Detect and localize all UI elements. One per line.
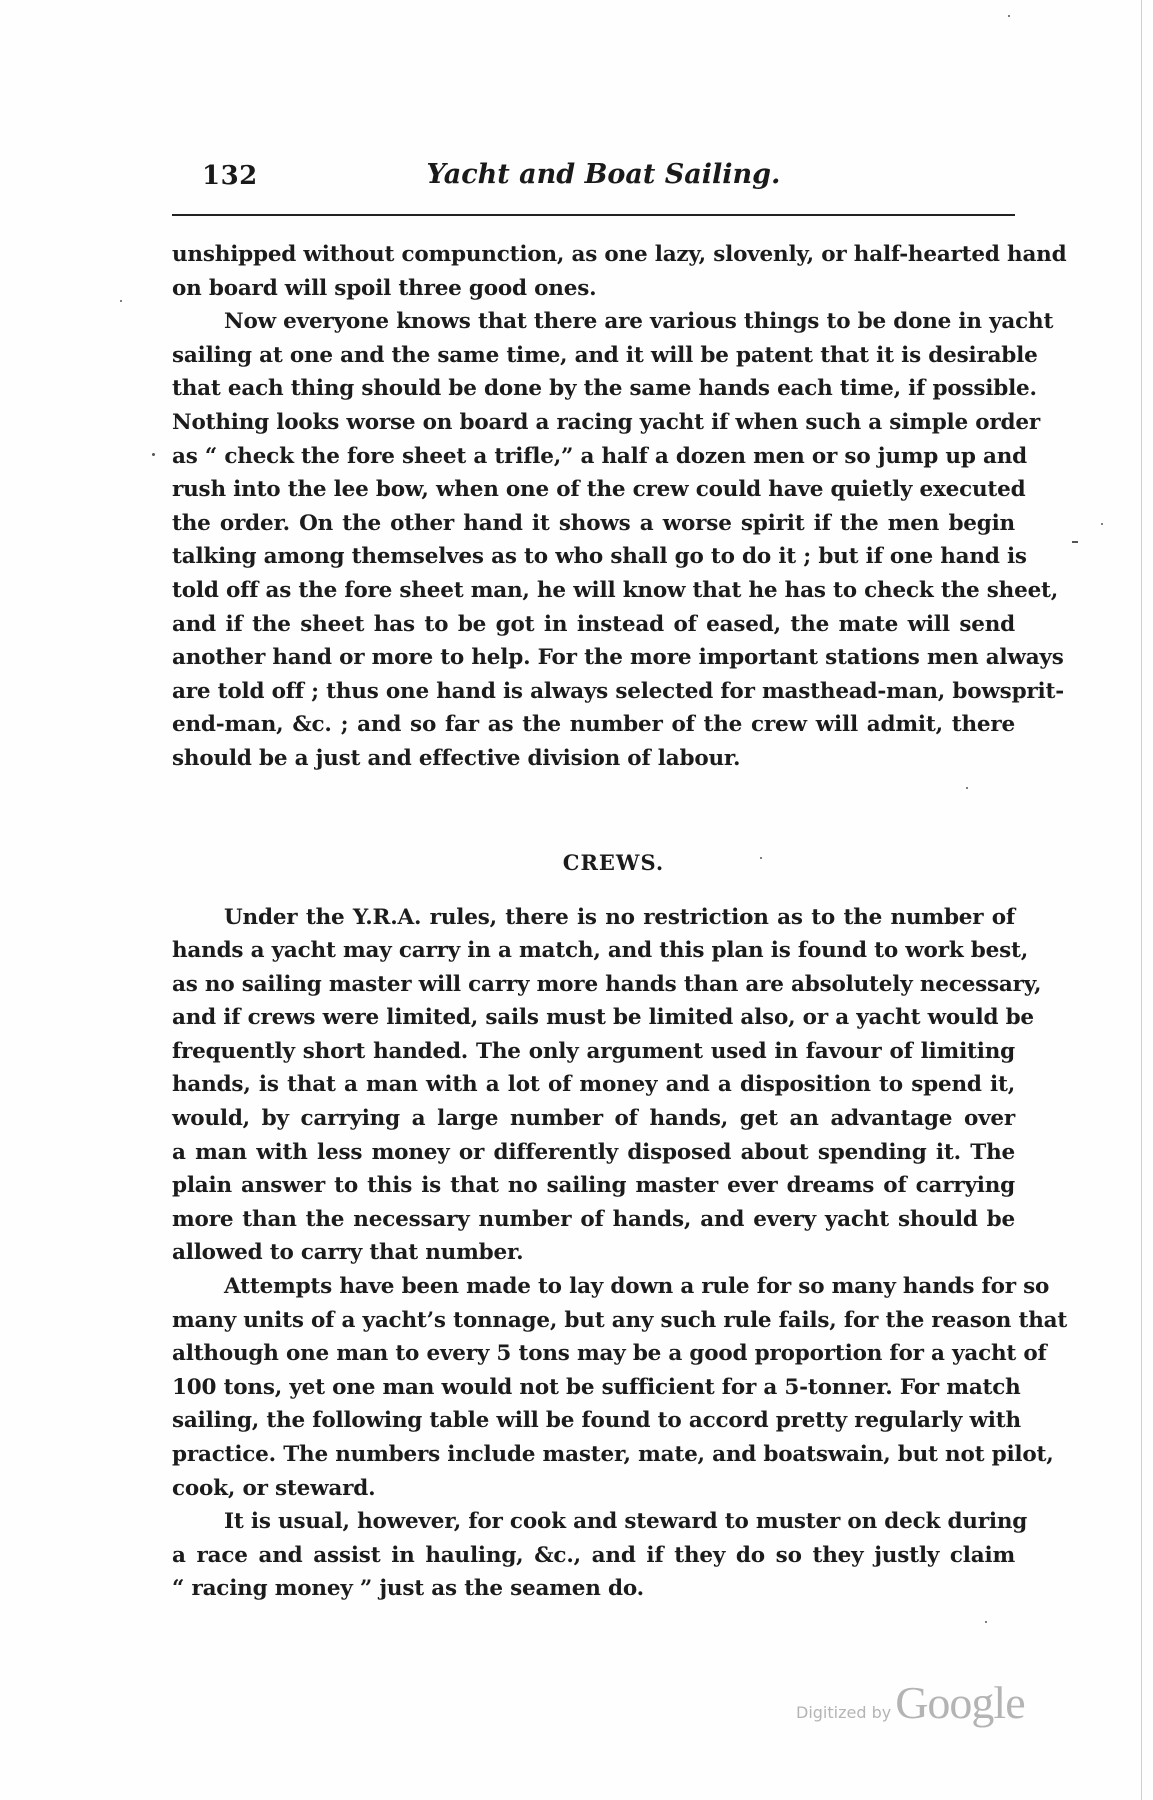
text-line: It is usual, however, for cook and steward to muster on deck during bbox=[224, 1509, 1028, 1535]
text-line: hands, is that a man with a lot of money and a disposition to spend it, bbox=[172, 1072, 1015, 1098]
paragraph bbox=[172, 1505, 1028, 1606]
text-line: as “ check the fore sheet a trifle,” a half a dozen men or so jump up and bbox=[172, 443, 1027, 469]
text-line: and if crews were limited, sails must be limited also, or a yacht would be bbox=[172, 1005, 1034, 1031]
google-digitized-watermark bbox=[796, 1676, 1025, 1736]
watermark-prefix: Digitized by bbox=[796, 1703, 892, 1722]
text-line: told off as the fore sheet man, he will know that he has to check the sheet, bbox=[172, 577, 1059, 603]
running-head bbox=[172, 155, 1015, 199]
page-number: 132 bbox=[202, 161, 258, 191]
text-line: practice. The numbers include master, mate, and boatswain, but not pilot, bbox=[172, 1442, 1054, 1467]
scan-speck bbox=[1008, 15, 1010, 17]
text-line: and if the sheet has to be got in instead of eased, the mate will send bbox=[172, 611, 1015, 637]
text-line: more than the necessary number of hands, and every yacht should be bbox=[172, 1206, 1015, 1232]
text-line: cook, or steward. bbox=[172, 1475, 376, 1501]
text-line: unshipped without compunction, as one lazy, slovenly, or half-hearted hand bbox=[172, 242, 1067, 267]
text-line: the order. On the other hand it shows a worse spirit if the men begin bbox=[172, 510, 1015, 536]
paragraph bbox=[172, 1270, 1068, 1505]
paragraph bbox=[172, 901, 1042, 1271]
text-line: a man with less money or differently disposed about spending it. The bbox=[172, 1139, 1015, 1165]
text-line: talking among themselves as to who shall go to do it ; but if one hand is bbox=[172, 544, 1027, 570]
text-line: a race and assist in hauling, &c., and if they do so they justly claim bbox=[172, 1542, 1015, 1568]
running-title: Yacht and Boat Sailing. bbox=[426, 159, 781, 190]
text-line: hands a yacht may carry in a match, and this plan is found to work best, bbox=[172, 938, 1029, 964]
scan-speck bbox=[985, 1621, 987, 1623]
google-logo-text: Google bbox=[895, 1677, 1025, 1728]
text-line: are told off ; thus one hand is always selected for masthead-man, bowsprit- bbox=[172, 678, 1064, 704]
paragraph bbox=[172, 238, 1067, 305]
header-rule bbox=[172, 214, 1015, 216]
scan-edge-line bbox=[1141, 0, 1142, 1800]
section-heading: CREWS. bbox=[562, 849, 665, 875]
scan-speck bbox=[1101, 523, 1103, 525]
text-line: another hand or more to help. For the more important stations men always bbox=[172, 645, 1064, 671]
text-line: rush into the lee bow, when one of the crew could have quietly executed bbox=[172, 477, 1026, 503]
scan-speck bbox=[120, 300, 122, 302]
text-line: should be a just and effective division of labour. bbox=[172, 745, 741, 771]
text-line: Attempts have been made to lay down a rule for so many hands for so bbox=[224, 1274, 1050, 1300]
text-line: Under the Y.R.A. rules, there is no restriction as to the number of bbox=[224, 904, 1015, 930]
text-line: allowed to carry that number. bbox=[172, 1240, 524, 1266]
text-line: 100 tons, yet one man would not be sufficient for a 5-tonner. For match bbox=[172, 1374, 1021, 1400]
text-line: plain answer to this is that no sailing master ever dreams of carrying bbox=[172, 1173, 1015, 1199]
text-line: that each thing should be done by the same hands each time, if possible. bbox=[172, 376, 1037, 402]
text-line: on board will spoil three good ones. bbox=[172, 275, 597, 301]
text-line: Nothing looks worse on board a racing yacht if when such a simple order bbox=[172, 409, 1040, 435]
text-line: end-man, &c. ; and so far as the number of the crew will admit, there bbox=[172, 712, 1015, 738]
text-line: sailing at one and the same time, and it will be patent that it is desirable bbox=[172, 342, 1038, 368]
scan-speck bbox=[152, 453, 155, 456]
text-line: although one man to every 5 tons may be a good proportion for a yacht of bbox=[172, 1341, 1047, 1367]
paragraph bbox=[172, 305, 1064, 775]
text-line: Now everyone knows that there are various things to be done in yacht bbox=[224, 309, 1054, 335]
text-line: as no sailing master will carry more hands than are absolutely necessary, bbox=[172, 971, 1042, 997]
body-text bbox=[172, 238, 1068, 1606]
text-line: sailing, the following table will be found to accord pretty regularly with bbox=[172, 1408, 1021, 1434]
text-line: would, by carrying a large number of hands, get an advantage over bbox=[172, 1106, 1015, 1132]
section-gap bbox=[172, 776, 1015, 843]
scan-speck bbox=[1072, 541, 1078, 543]
text-line: frequently short handed. The only argument used in favour of limiting bbox=[172, 1038, 1015, 1064]
text-line: many units of a yacht’s tonnage, but any such rule fails, for the reason that bbox=[172, 1307, 1068, 1333]
text-line: “ racing money ” just as the seamen do. bbox=[172, 1576, 644, 1602]
